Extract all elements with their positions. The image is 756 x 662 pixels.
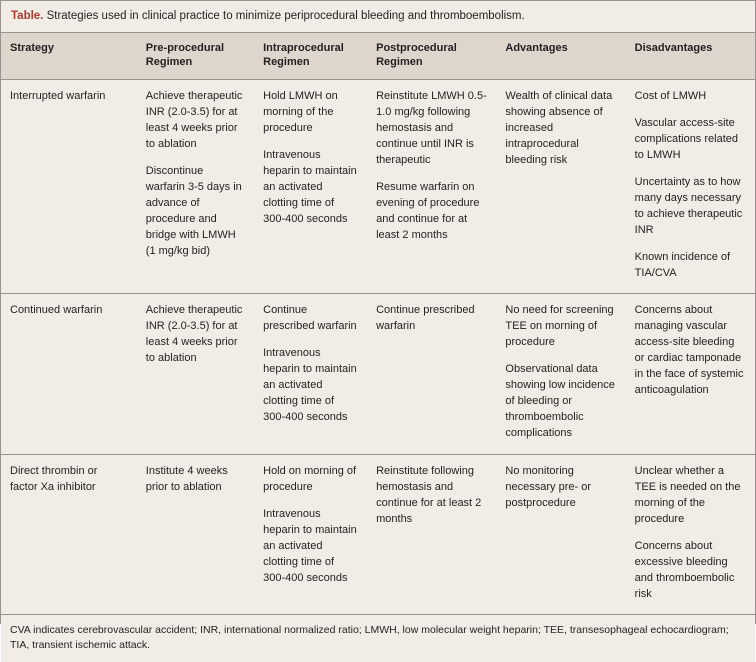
cell-preprocedural — [137, 80, 254, 294]
table-body — [1, 80, 755, 615]
cell-strategy — [1, 454, 137, 615]
cell-disadvantages — [626, 454, 755, 615]
cell-paragraph: No need for screening TEE on morning of procedure — [505, 304, 614, 349]
table-row — [1, 294, 755, 455]
column-header-preprocedural: Pre-procedural Regimen — [137, 33, 254, 80]
cell-strategy — [1, 80, 137, 294]
cell-postprocedural — [367, 454, 496, 615]
cell-paragraph: Resume warfarin on evening of procedure and continue for at least 2 months — [376, 180, 480, 241]
cell-paragraph: Continue prescribed warfarin — [263, 304, 357, 333]
cell-paragraph: Continue prescribed warfarin — [376, 304, 475, 333]
cell-paragraph: Concerns about excessive bleeding and thromboembolic risk — [634, 539, 735, 600]
cell-paragraph: Intravenous heparin to maintain an activated clotting time of 300-400 seconds — [263, 347, 357, 424]
cell-paragraph: Wealth of clinical data showing absence of increased intraprocedural bleeding risk — [505, 90, 613, 166]
cell-postprocedural — [367, 80, 496, 294]
cell-paragraph: Intravenous heparin to maintain an activated clotting time of 300-400 seconds — [263, 507, 357, 584]
cell-intraprocedural — [254, 454, 367, 615]
cell-paragraph: No monitoring necessary pre- or postprocedure — [505, 464, 591, 509]
cell-intraprocedural — [254, 80, 367, 294]
table-header — [1, 33, 755, 80]
cell-paragraph: Discontinue warfarin 3-5 days in advance of procedure and bridge with LMWH (1 mg/kg bid) — [145, 164, 242, 257]
table-caption — [1, 1, 755, 33]
caption-label: Table. — [11, 10, 44, 22]
cell-paragraph: Reinstitute LMWH 0.5-1.0 mg/kg following hemostasis and continue until INR is therapeutic — [376, 90, 487, 166]
cell-paragraph: Observational data showing low incidence of bleeding or thromboembolic complications — [505, 363, 615, 440]
cell-paragraph: Unclear whether a TEE is needed on the morning of the procedure — [634, 464, 741, 525]
column-header-postprocedural: Postprocedural Regimen — [367, 33, 496, 80]
cell-advantages — [496, 80, 625, 294]
cell-postprocedural — [367, 294, 496, 455]
cell-strategy — [1, 294, 137, 455]
caption-text: Strategies used in clinical practice to minimize periprocedural bleeding and thromboembolism. — [43, 10, 525, 22]
column-header-advantages: Advantages — [496, 33, 625, 80]
table-row — [1, 80, 755, 294]
cell-advantages — [496, 454, 625, 615]
column-header-intraprocedural: Intraprocedural Regimen — [254, 33, 367, 80]
cell-paragraph: Interrupted warfarin — [10, 90, 106, 103]
cell-disadvantages — [626, 80, 755, 294]
cell-paragraph: Concerns about managing vascular access-site bleeding or cardiac tamponade in the face of systemic anticoagulation — [634, 304, 744, 397]
strategies-table — [1, 33, 755, 616]
cell-paragraph: Uncertainty as to how many days necessary to achieve therapeutic INR — [634, 175, 743, 236]
column-header-strategy: Strategy — [1, 33, 137, 80]
table-footnote: CVA indicates cerebrovascular accident; INR, international normalized ratio; LMWH, low molecular weight heparin; TEE, transesophageal echocardiogram; TIA, transient ischemic attack. — [1, 615, 755, 661]
column-header-disadvantages: Disadvantages — [626, 33, 755, 80]
cell-paragraph: Cost of LMWH — [634, 90, 707, 103]
cell-disadvantages — [626, 294, 755, 455]
cell-intraprocedural — [254, 294, 367, 455]
cell-preprocedural — [137, 454, 254, 615]
cell-paragraph: Achieve therapeutic INR (2.0-3.5) for at least 4 weeks prior to ablation — [145, 90, 243, 150]
cell-paragraph: Reinstitute following hemostasis and continue for at least 2 months — [376, 464, 482, 525]
cell-paragraph: Hold LMWH on morning of the procedure — [263, 90, 338, 134]
cell-paragraph: Institute 4 weeks prior to ablation — [145, 464, 228, 493]
cell-paragraph: Intravenous heparin to maintain an activated clotting time of 300-400 seconds — [263, 148, 357, 225]
header-row — [1, 33, 755, 80]
cell-advantages — [496, 294, 625, 455]
cell-paragraph: Continued warfarin — [10, 304, 103, 317]
cell-paragraph: Direct thrombin or factor Xa inhibitor — [10, 464, 98, 493]
table-row — [1, 454, 755, 615]
cell-paragraph: Hold on morning of procedure — [263, 464, 357, 493]
cell-preprocedural — [137, 294, 254, 455]
cell-paragraph: Known incidence of TIA/CVA — [634, 250, 731, 279]
cell-paragraph: Vascular access-site complications related to LMWH — [634, 117, 739, 161]
cell-paragraph: Achieve therapeutic INR (2.0-3.5) for at least 4 weeks prior to ablation — [145, 304, 243, 365]
